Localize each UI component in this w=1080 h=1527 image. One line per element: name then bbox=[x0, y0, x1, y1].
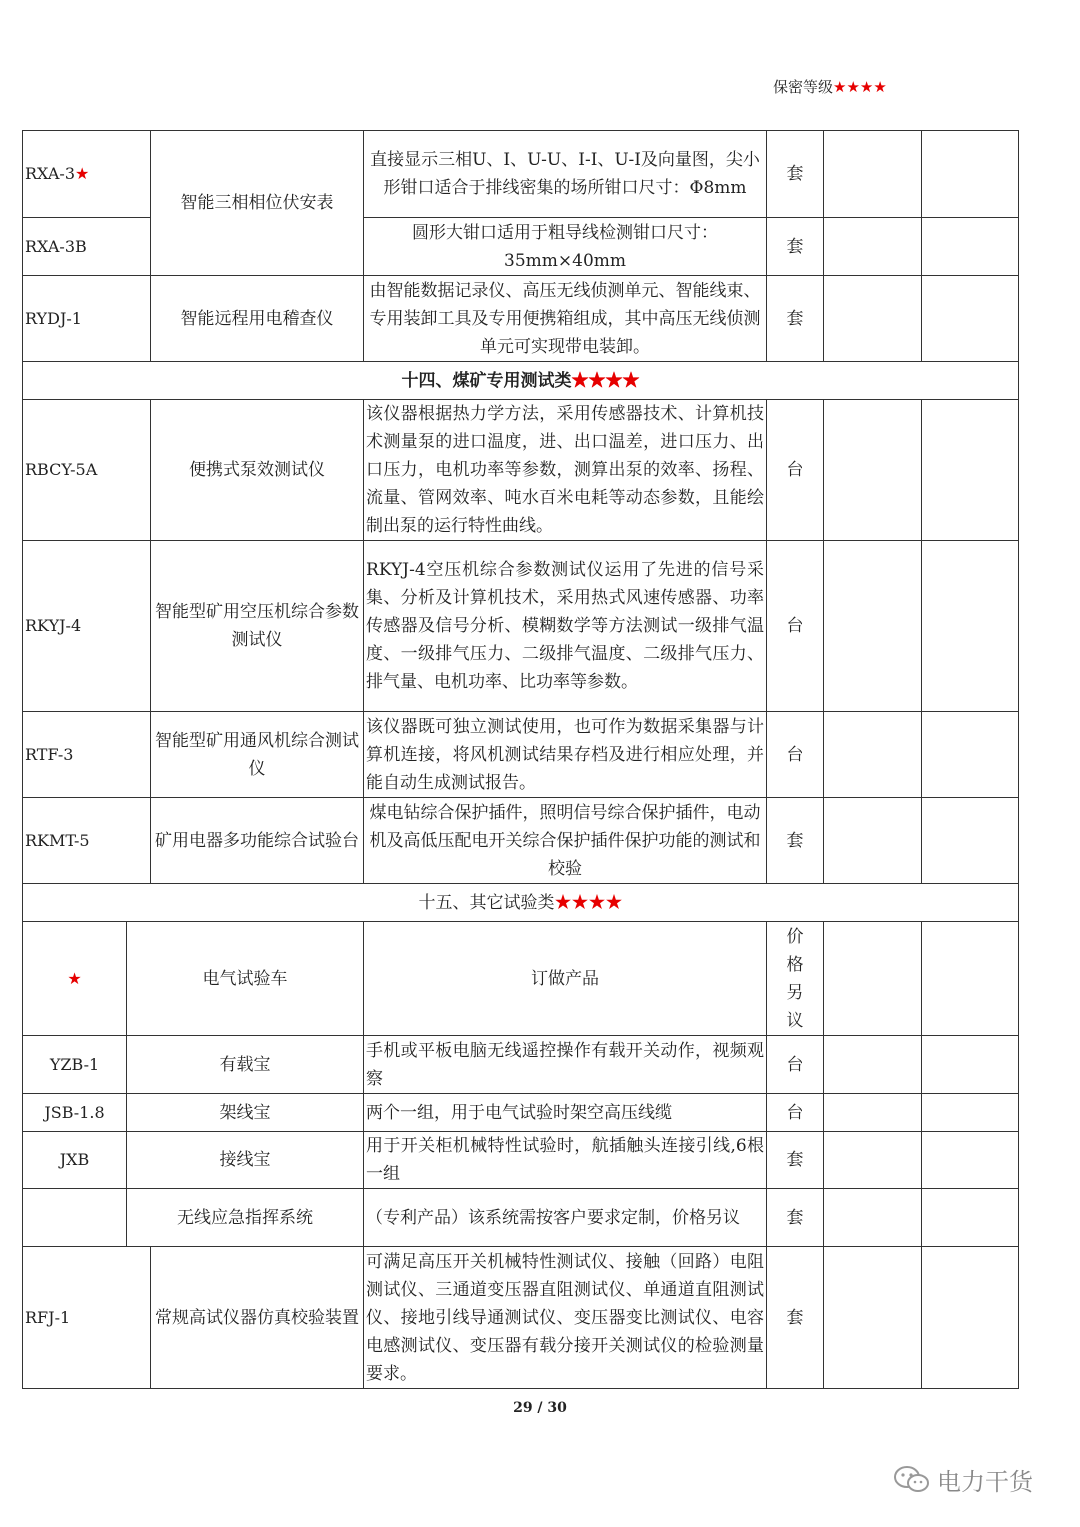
empty-cell bbox=[824, 1247, 922, 1389]
unit-cell: 套 bbox=[767, 218, 824, 276]
empty-cell bbox=[824, 712, 922, 798]
name-cell: 架线宝 bbox=[127, 1094, 364, 1132]
model-cell: YZB-1 bbox=[23, 1036, 127, 1094]
unit-cell: 台 bbox=[767, 400, 824, 541]
table-row bbox=[23, 1247, 1019, 1389]
empty-cell bbox=[922, 400, 1019, 541]
table-row bbox=[23, 1036, 1019, 1094]
empty-cell bbox=[922, 712, 1019, 798]
desc-cell: 煤电钻综合保护插件，照明信号综合保护插件，电动机及高低压配电开关综合保护插件保护功能的测试和校验 bbox=[364, 798, 767, 884]
table-row bbox=[23, 922, 1019, 1036]
name-cell: 有载宝 bbox=[127, 1036, 364, 1094]
desc-cell: 圆形大钳口适用于粗导线检测钳口尺寸：35mm×40mm bbox=[364, 218, 767, 276]
desc-cell: 该仪器根据热力学方法，采用传感器技术、计算机技术测量泵的进口温度，进、出口温差，进口压力、出口压力，电机功率等参数，测算出泵的效率、扬程、流量、管网效率、吨水百米电耗等动态参数，且能绘制出泵的运行特性曲线。 bbox=[364, 400, 767, 541]
desc-cell: 两个一组，用于电气试验时架空高压线缆 bbox=[364, 1094, 767, 1132]
table-row bbox=[23, 541, 1019, 712]
name-cell: 常规高试仪器仿真校验装置 bbox=[151, 1247, 364, 1389]
desc-cell: 用于开关柜机械特性试验时，航插触头连接引线,6根一组 bbox=[364, 1132, 767, 1189]
unit-cell: 台 bbox=[767, 712, 824, 798]
empty-cell bbox=[922, 218, 1019, 276]
empty-cell bbox=[922, 922, 1019, 1036]
name-cell: 电气试验车 bbox=[127, 922, 364, 1036]
empty-cell bbox=[922, 1094, 1019, 1132]
model-cell: RFJ-1 bbox=[23, 1247, 151, 1389]
empty-cell bbox=[824, 400, 922, 541]
empty-cell bbox=[922, 798, 1019, 884]
model-cell: JXB bbox=[23, 1132, 127, 1189]
desc-cell: 手机或平板电脑无线遥控操作有载开关动作，视频观察 bbox=[364, 1036, 767, 1094]
empty-cell bbox=[824, 218, 922, 276]
name-cell: 智能型矿用通风机综合测试仪 bbox=[151, 712, 364, 798]
product-table-container bbox=[22, 130, 1021, 1390]
section-title: 十五、其它试验类★★★★ bbox=[23, 884, 1019, 922]
table-row bbox=[23, 1094, 1019, 1132]
desc-cell: RKYJ-4空压机综合参数测试仪运用了先进的信号采集、分析及计算机技术，采用热式风速传感器、功率传感器及信号分析、模糊数学等方法测试一级排气温度、一级排气压力、二级排气温度、二级排气压力、排气量、电机功率、比功率等参数。 bbox=[364, 541, 767, 712]
desc-cell: 可满足高压开关机械特性测试仪、接触（回路）电阻测试仪、三通道变压器直阻测试仪、单通道直阻测试仪、接地引线导通测试仪、变压器变比测试仪、电容电感测试仪、变压器有载分接开关测试仪的检验测量要求。 bbox=[364, 1247, 767, 1389]
empty-cell bbox=[824, 922, 922, 1036]
unit-cell: 套 bbox=[767, 1189, 824, 1247]
section-title: 十四、煤矿专用测试类★★★★ bbox=[23, 362, 1019, 400]
desc-cell: 该仪器既可独立测试使用，也可作为数据采集器与计算机连接，将风机测试结果存档及进行相应处理，并能自动生成测试报告。 bbox=[364, 712, 767, 798]
unit-cell: 台 bbox=[767, 541, 824, 712]
empty-cell bbox=[922, 1189, 1019, 1247]
unit-cell: 套 bbox=[767, 131, 824, 218]
table-row bbox=[23, 400, 1019, 541]
empty-cell bbox=[922, 276, 1019, 362]
section-row bbox=[23, 884, 1019, 922]
desc-cell: 直接显示三相U、I、U-U、I-I、U-I及向量图，尖小形钳口适合于排线密集的场所钳口尺寸：Φ8mm bbox=[364, 131, 767, 218]
section-row bbox=[23, 362, 1019, 400]
table-row bbox=[23, 276, 1019, 362]
model-cell: RYDJ-1 bbox=[23, 276, 151, 362]
model-cell bbox=[23, 1189, 127, 1247]
empty-cell bbox=[824, 541, 922, 712]
empty-cell bbox=[922, 1132, 1019, 1189]
desc-cell: （专利产品）该系统需按客户要求定制，价格另议 bbox=[364, 1189, 767, 1247]
empty-cell bbox=[922, 131, 1019, 218]
confidentiality-label: 保密等级★★★★ bbox=[773, 78, 887, 96]
product-table bbox=[22, 130, 1019, 1389]
wechat-icon bbox=[893, 1465, 931, 1495]
unit-cell: 套 bbox=[767, 276, 824, 362]
desc-cell: 由智能数据记录仪、高压无线侦测单元、智能线束、专用装卸工具及专用便携箱组成，其中高压无线侦测单元可实现带电装卸。 bbox=[364, 276, 767, 362]
empty-cell bbox=[824, 1132, 922, 1189]
empty-cell bbox=[824, 1094, 922, 1132]
name-cell: 智能三相相位伏安表 bbox=[151, 131, 364, 276]
name-cell: 无线应急指挥系统 bbox=[127, 1189, 364, 1247]
empty-cell bbox=[824, 131, 922, 218]
empty-cell bbox=[922, 1036, 1019, 1094]
model-cell: RXA-3B bbox=[23, 218, 151, 276]
empty-cell bbox=[824, 276, 922, 362]
watermark bbox=[893, 1462, 1033, 1497]
unit-cell: 套 bbox=[767, 1247, 824, 1389]
name-cell: 智能远程用电稽查仪 bbox=[151, 276, 364, 362]
model-cell: RKMT-5 bbox=[23, 798, 151, 884]
unit-cell: 价格另议 bbox=[767, 922, 824, 1036]
name-cell: 智能型矿用空压机综合参数测试仪 bbox=[151, 541, 364, 712]
empty-cell bbox=[922, 1247, 1019, 1389]
confidentiality-stars: ★★★★ bbox=[833, 78, 887, 96]
name-cell: 接线宝 bbox=[127, 1132, 364, 1189]
table-row bbox=[23, 712, 1019, 798]
table-row bbox=[23, 1189, 1019, 1247]
empty-cell bbox=[824, 1189, 922, 1247]
watermark-text: 电力干货 bbox=[937, 1468, 1033, 1496]
page-number: 29 / 30 bbox=[513, 1400, 567, 1416]
model-cell: JSB-1.8 bbox=[23, 1094, 127, 1132]
table-row bbox=[23, 798, 1019, 884]
model-cell: RKYJ-4 bbox=[23, 541, 151, 712]
unit-cell: 台 bbox=[767, 1036, 824, 1094]
model-cell: ★ bbox=[23, 922, 127, 1036]
desc-cell: 订做产品 bbox=[364, 922, 767, 1036]
unit-cell: 台 bbox=[767, 1094, 824, 1132]
empty-cell bbox=[824, 798, 922, 884]
model-cell: RXA-3★ bbox=[23, 131, 151, 218]
unit-cell: 套 bbox=[767, 798, 824, 884]
empty-cell bbox=[824, 1036, 922, 1094]
empty-cell bbox=[922, 541, 1019, 712]
name-cell: 矿用电器多功能综合试验台 bbox=[151, 798, 364, 884]
model-cell: RBCY-5A bbox=[23, 400, 151, 541]
table-row bbox=[23, 131, 1019, 218]
model-cell: RTF-3 bbox=[23, 712, 151, 798]
unit-cell: 套 bbox=[767, 1132, 824, 1189]
table-row bbox=[23, 1132, 1019, 1189]
name-cell: 便携式泵效测试仪 bbox=[151, 400, 364, 541]
